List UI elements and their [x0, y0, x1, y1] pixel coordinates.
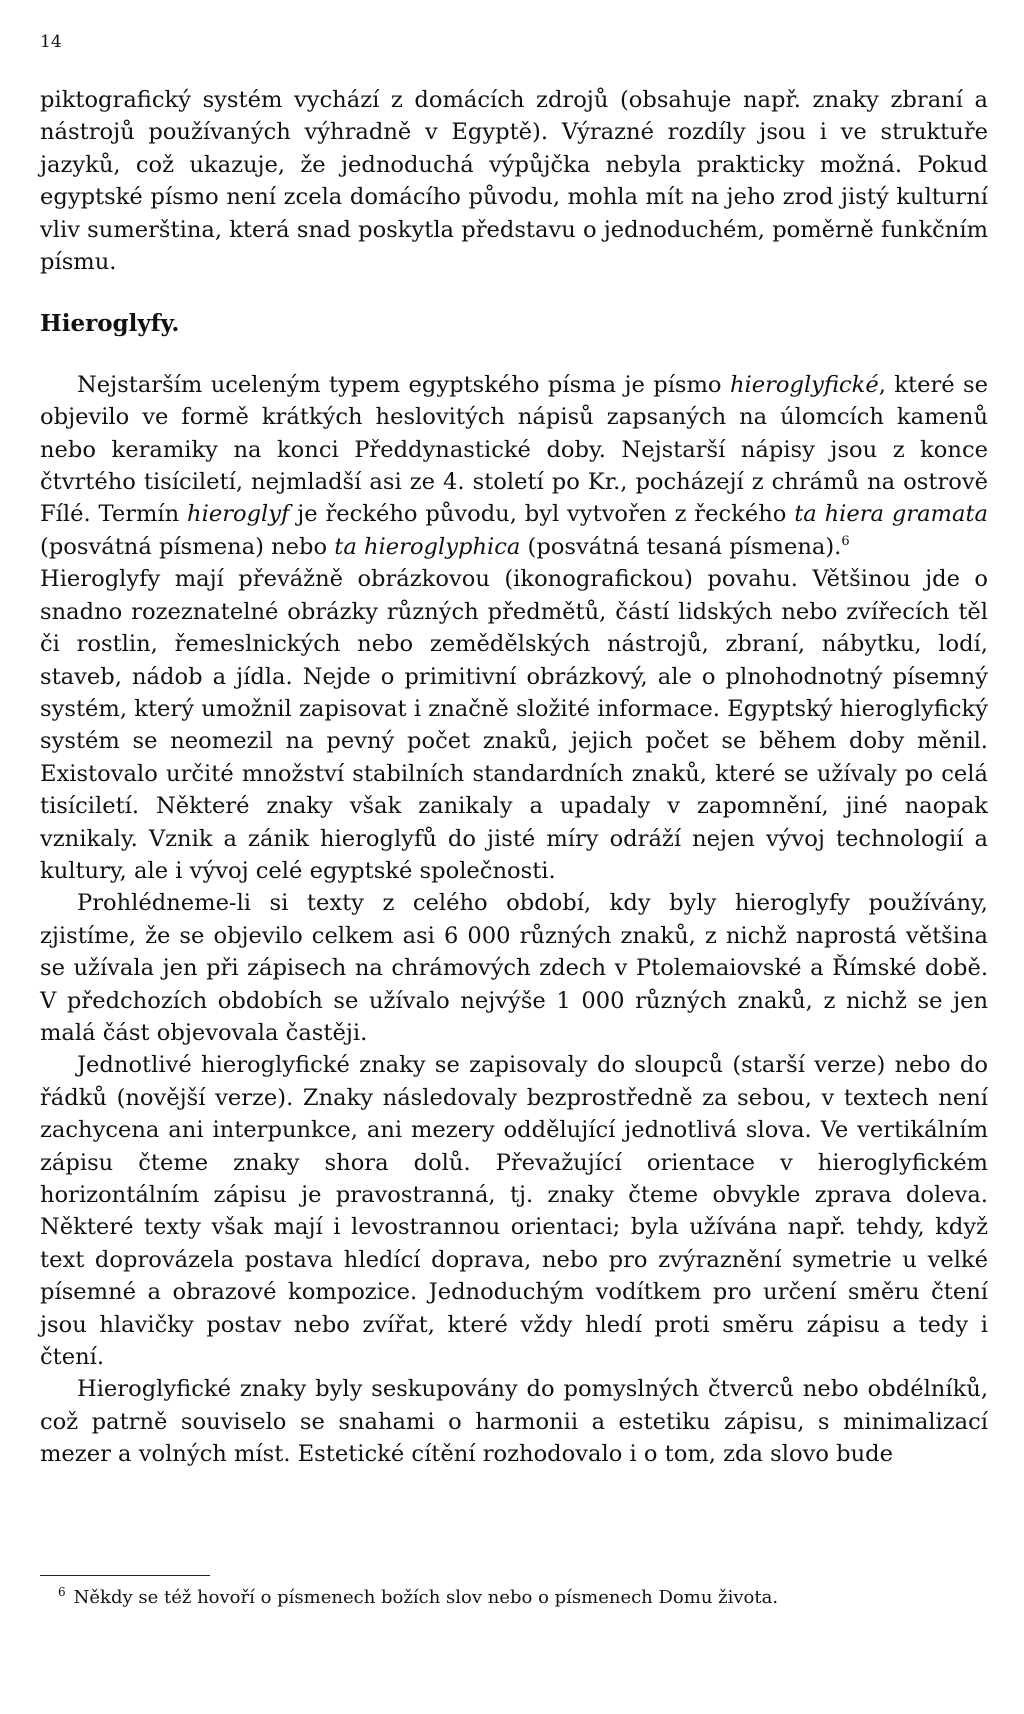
footnote-text: Někdy se též hovoří o písmenech božích slov nebo o písmenech Domu života.	[73, 1587, 779, 1608]
text-run: (posvátná tesaná písmena).	[520, 533, 842, 560]
section-heading: Hieroglyfy.	[40, 310, 180, 338]
paragraph-pictorial-nature: Hieroglyfy mají převážně obrázkovou (ikonografickou) povahu. Většinou jde o snadno rozeznatelné obrázky různých předmětů, částí lidských nebo zvířecích těl či rostlin, řemeslnických nebo zemědělských nástrojů, zbraní, nábytku, lodí, staveb, nádob a jídla. Nejde o primitivní obrázkový, ale o plnohodnotný písemný systém, který umožnil zapisovat i značně složité informace. Egyptský hieroglyfický systém se neomezil na pevný počet znaků, jejich počet se během doby měnil. Existovalo určité množství stabilních standardních znaků, které se užívaly po celá tisíciletí. Některé znaky však zanikaly a upadaly v zapomnění, jiné naopak vznikaly. Vznik a zánik hieroglyfů do jisté míry odráží nejen vývoj technologií a kultury, ale i vývoj celé egyptské společnosti.	[40, 566, 988, 884]
footnote-separator	[40, 1575, 210, 1576]
italic-term: hieroglyfické	[729, 371, 879, 398]
paragraph-grouping: Hieroglyfické znaky byly seskupovány do pomyslných čtverců nebo obdélníků, což patrně souviselo se snahami o harmonii a estetiku zápisu, s minimalizací mezer a volných míst. Estetické cítění rozhodovalo i o tom, zda slovo bude	[40, 1376, 988, 1468]
text-run: , které se objevilo ve formě krátkých heslovitých nápisů zapsaných na úlomcích kamenů nebo keramiky na konci Předdynastické doby. Nejstarší nápisy jsou z konce čtvrtého tisíciletí, nejmladší asi ze 4. století po Kr., pocházejí z chrámů na ostrově Fílé. Termín	[40, 371, 988, 528]
book-page	[40, 0, 988, 1714]
text-run: je řeckého původu, byl vytvořen z řeckého	[289, 501, 795, 528]
text-run: Nejstarším uceleným typem egyptského písma je písmo	[77, 371, 730, 398]
paragraph-continuation: piktografický systém vychází z domácích zdrojů (obsahuje např. znaky zbraní a nástrojů používaných výhradně v Egyptě). Výrazné rozdíly jsou i ve struktuře jazyků, což ukazuje, že jednoduchá výpůjčka nebyla prakticky možná. Pokud egyptské písmo není zcela domácího původu, mohla mít na jeho zrod jistý kulturní vliv sumerština, která snad poskytla představu o jednoduchém, poměrně funkčním písmu.	[40, 87, 988, 276]
italic-term: ta hieroglyphica	[334, 533, 521, 560]
footnote-number: 6	[58, 1585, 66, 1599]
paragraph-hieroglyphs-intro	[40, 369, 988, 563]
footnote-reference[interactable]: 6	[841, 533, 850, 549]
page-number: 14	[40, 32, 62, 52]
footnote	[58, 1586, 988, 1610]
text-run: (posvátná písmena) nebo	[40, 533, 335, 560]
italic-term: ta hiera gramata	[794, 501, 989, 528]
paragraph-writing-direction: Jednotlivé hieroglyfické znaky se zapisovaly do sloupců (starší verze) nebo do řádků (novější verze). Znaky následovaly bezprostředně za sebou, v textech není zachycena ani interpunkce, ani mezery oddělující jednotlivá slova. Ve vertikálním zápisu čteme znaky shora dolů. Převažující orientace v hieroglyfickém horizontálním zápisu je pravostranná, tj. znaky čteme obvykle zprava doleva. Některé texty však mají i levostrannou orientaci; byla užívána např. tehdy, když text doprovázela postava hledící doprava, nebo pro zvýraznění symetrie u velké písemné a obrazové kompozice. Jednoduchým vodítkem pro určení směru čtení jsou hlavičky postav nebo zvířat, které vždy hledí proti směru zápisu a tedy i čtení.	[40, 1052, 988, 1371]
italic-term: hieroglyf	[187, 501, 290, 528]
main-text	[40, 84, 988, 1471]
paragraph-sign-count: Prohlédneme-li si texty z celého období, kdy byly hieroglyfy používány, zjistíme, že se objevilo celkem asi 6 000 různých znaků, z nichž naprostá většina se užívala jen při zápisech na chrámových zdech v Ptolemaiovské a Římské době. V předchozích obdobích se užívalo nejvýše 1 000 různých znaků, z nichž se jen malá část objevovala častěji.	[40, 890, 988, 1046]
